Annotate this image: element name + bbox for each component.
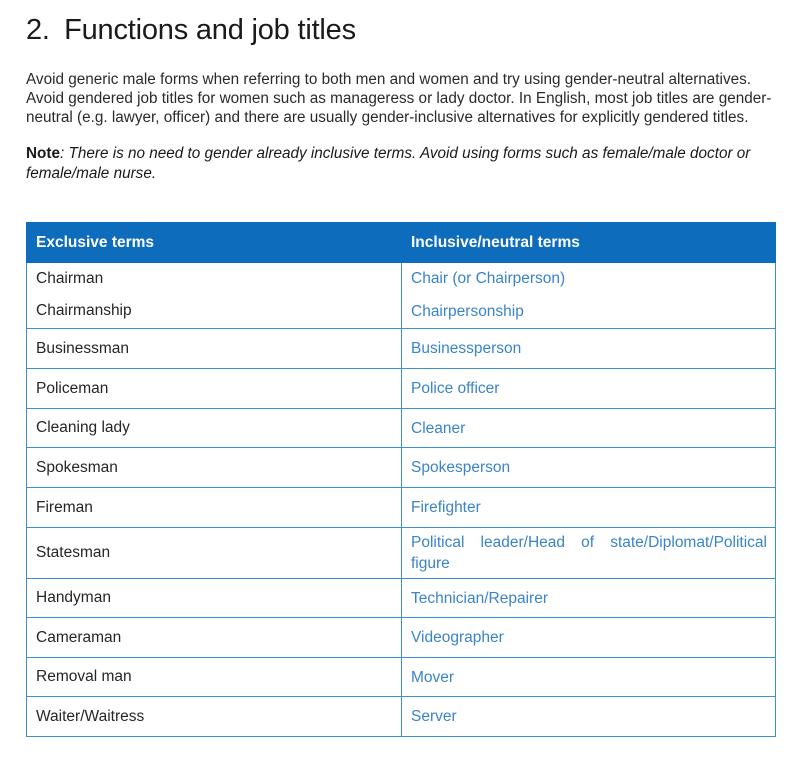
inclusive-term-cell: Server [402,697,776,737]
inclusive-term-cell: Technician/Repairer [402,579,776,618]
inclusive-term-cell: Chair (or Chairperson) [402,263,776,295]
header-inclusive-terms: Inclusive/neutral terms [402,223,776,263]
table-row [27,409,776,448]
table-row [27,488,776,528]
exclusive-term-cell: Businessman [27,329,402,369]
inclusive-term-cell: Spokesperson [402,448,776,488]
exclusive-term-cell: Chairmanship [27,295,402,329]
table-row [27,329,776,369]
inclusive-term-cell: Cleaner [402,409,776,448]
table-row [27,448,776,488]
inclusive-term-cell: Police officer [402,369,776,409]
table-row [27,658,776,697]
table-row [27,295,776,329]
table-header-row [27,223,776,263]
note-paragraph [26,144,778,184]
exclusive-term-cell: Waiter/Waitress [27,697,402,737]
inclusive-term-cell: Chairpersonship [402,295,776,329]
table-row [27,697,776,737]
table-row [27,369,776,409]
exclusive-term-cell: Removal man [27,658,402,697]
inclusive-term-cell: Businessperson [402,329,776,369]
exclusive-term-cell: Policeman [27,369,402,409]
table-row [27,618,776,658]
section-title: 2. Functions and job titles [26,14,356,46]
inclusive-term-cell: Firefighter [402,488,776,528]
inclusive-term-cell: Videographer [402,618,776,658]
note-text: : There is no need to gender already inclusive terms. Avoid using forms such as female/male doctor or female/male nurse. [26,145,751,182]
terms-table [26,222,776,737]
exclusive-term-cell: Chairman [27,263,402,295]
table-row [27,579,776,618]
table-row [27,528,776,579]
exclusive-term-cell: Cleaning lady [27,409,402,448]
exclusive-term-cell: Handyman [27,579,402,618]
exclusive-term-cell: Fireman [27,488,402,528]
note-label: Note [26,145,60,162]
inclusive-term-cell: Mover [402,658,776,697]
document-page [26,0,776,725]
header-exclusive-terms: Exclusive terms [27,223,402,263]
exclusive-term-cell: Statesman [27,528,402,579]
inclusive-term-cell: Political leader/Head of state/Diplomat/Political figure [402,528,776,579]
table-row [27,263,776,295]
intro-paragraph: Avoid generic male forms when referring to both men and women and try using gender-neutral alternatives. Avoid gendered job titles for women such as manageress or lady doctor. In English, most job titles are gender-neutral (e.g. lawyer, officer) and there are usually gender-inclusive alternatives for explicitly gendered titles. [26,71,772,126]
exclusive-term-cell: Cameraman [27,618,402,658]
exclusive-term-cell: Spokesman [27,448,402,488]
